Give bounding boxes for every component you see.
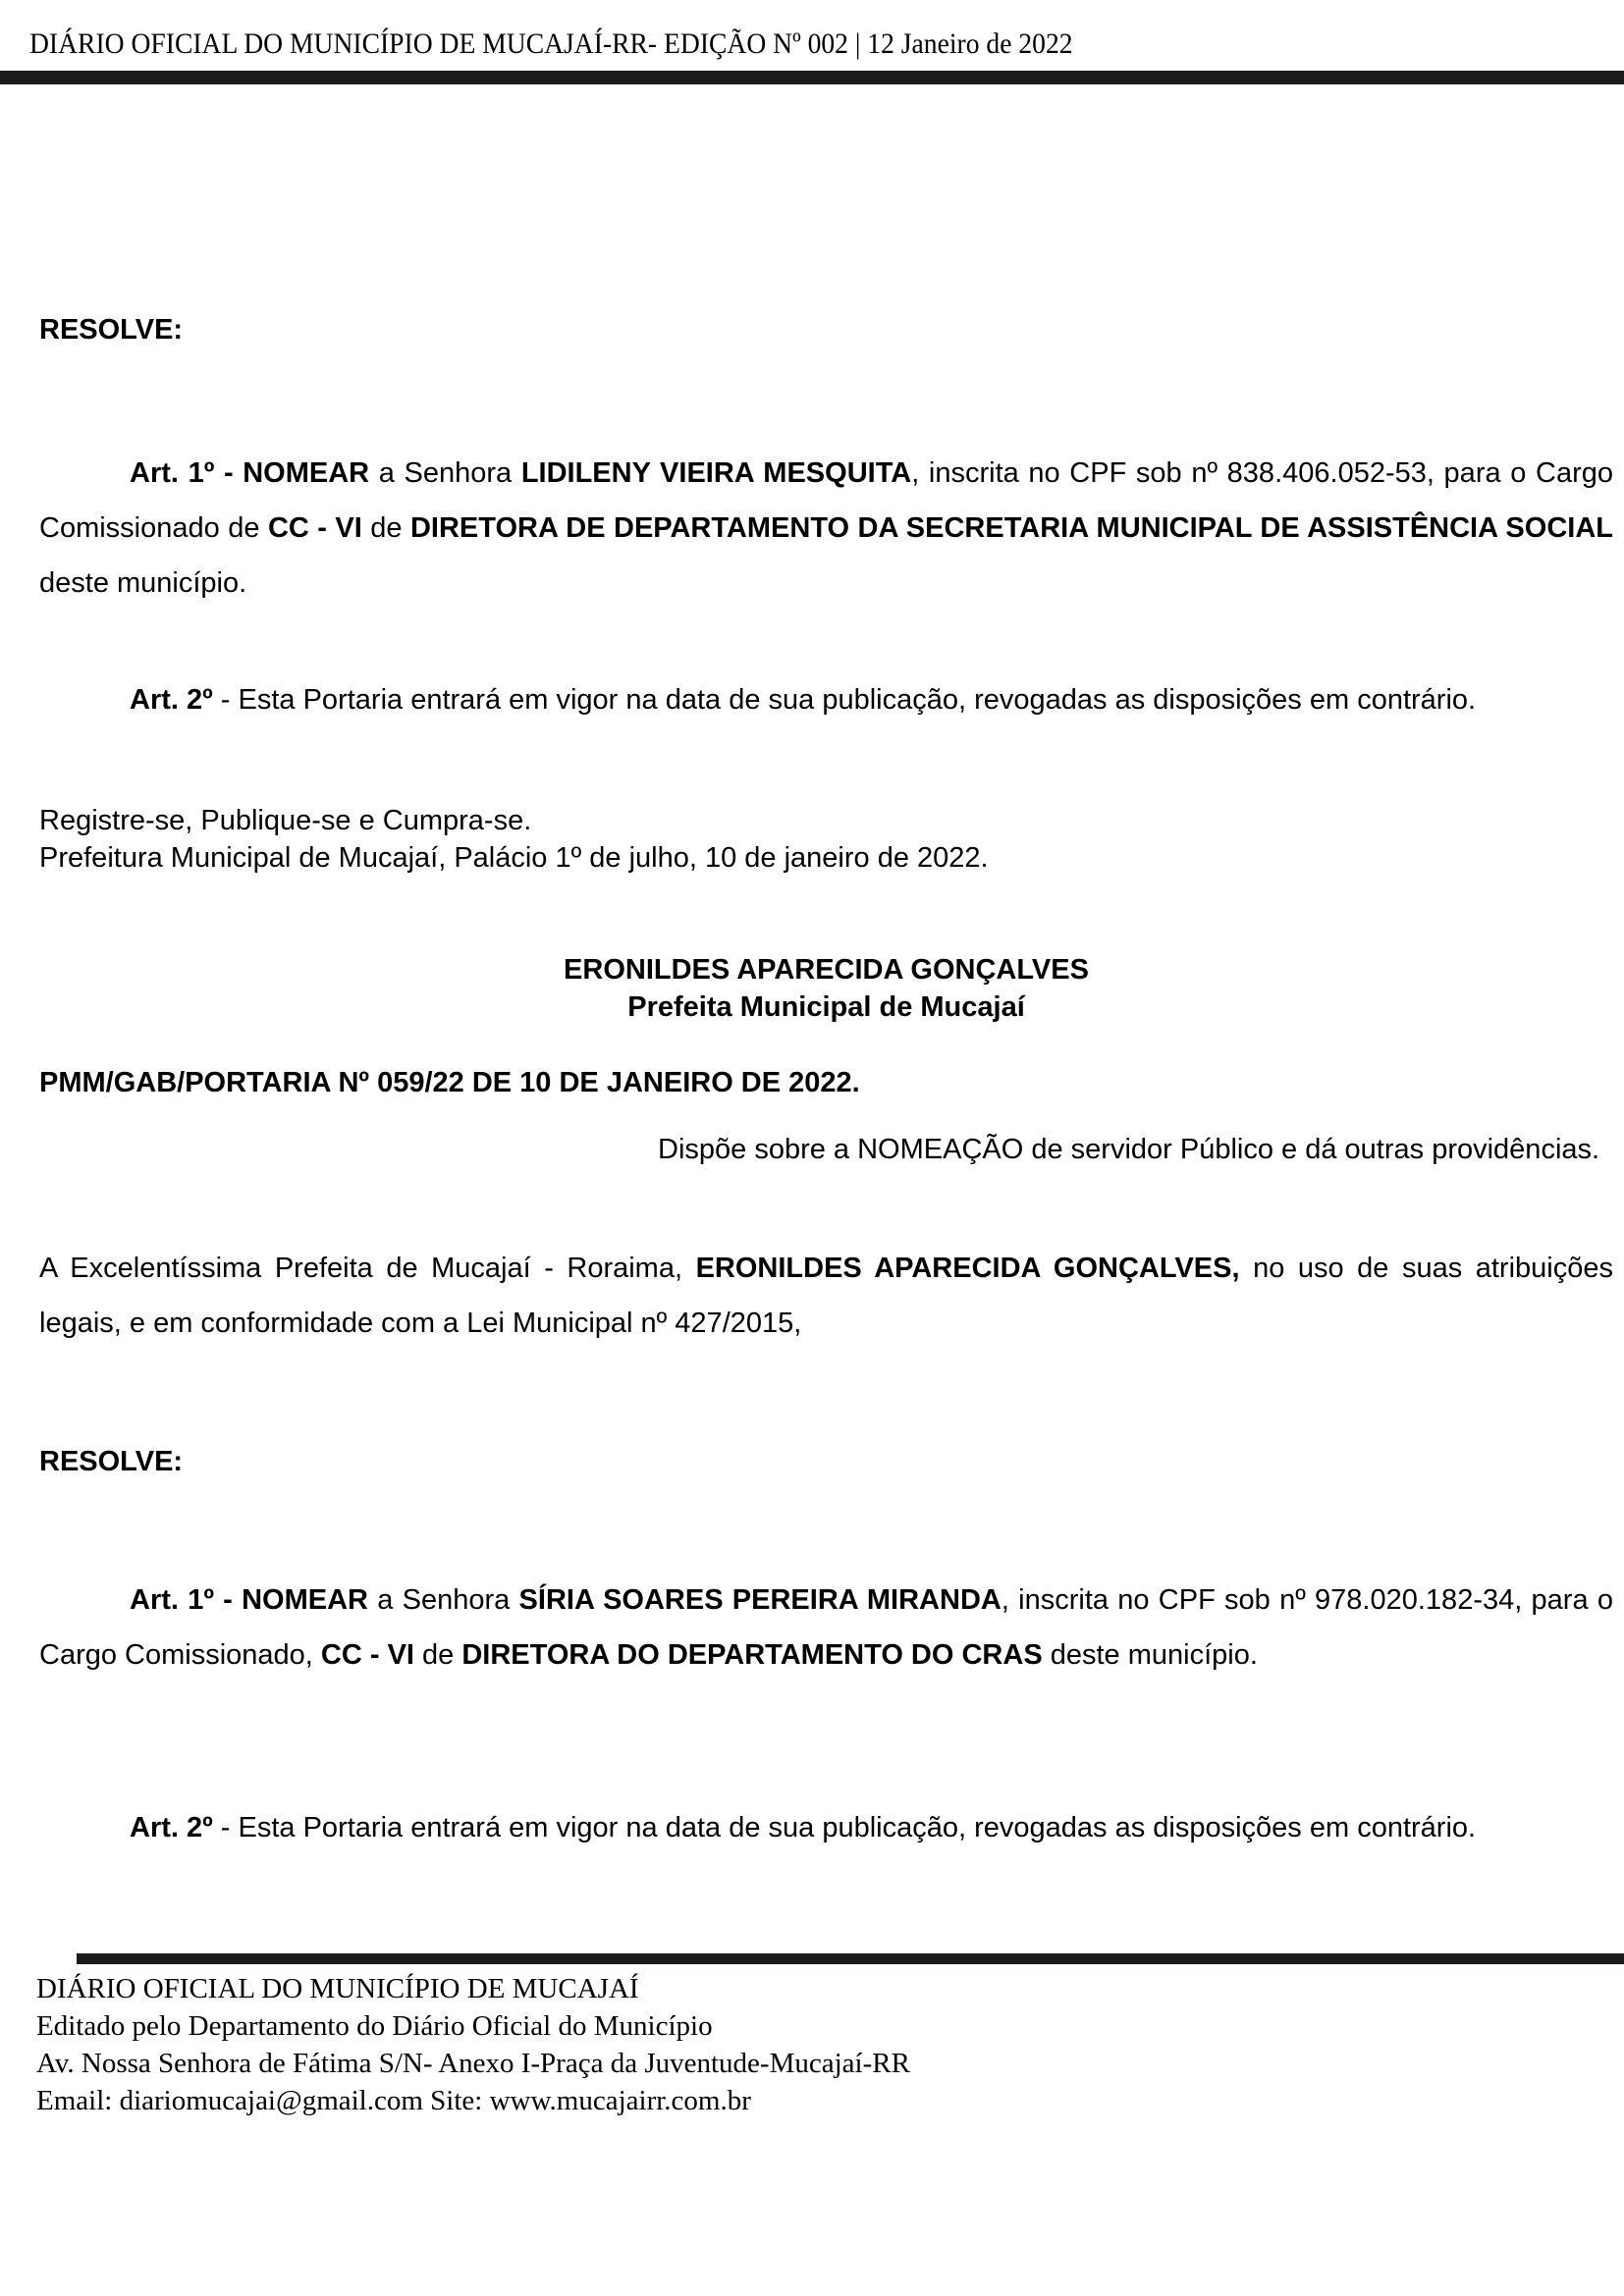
signature-name: ERONILDES APARECIDA GONÇALVES [564, 954, 1089, 986]
signature-role: Prefeita Municipal de Mucajaí [627, 991, 1025, 1023]
footer-rule [77, 1953, 1624, 1964]
footer-gazette-name: DIÁRIO OFICIAL DO MUNICÍPIO DE MUCAJAÍ [36, 1973, 639, 2004]
closing-line-prefeitura: Prefeitura Municipal de Mucajaí, Palácio 1º de julho, 10 de janeiro de 2022. [39, 842, 989, 874]
resolve-heading-1: RESOLVE: [39, 314, 184, 346]
masthead-title: DIÁRIO OFICIAL DO MUNICÍPIO DE MUCAJAÍ-RR- EDIÇÃO Nº 002 | 12 Janeiro de 2022 [29, 27, 1073, 60]
portaria-heading: PMM/GAB/PORTARIA Nº 059/22 DE 10 DE JANEIRO DE 2022. [39, 1067, 860, 1098]
article-2-paragraph-1: Art. 2º - Esta Portaria entrará em vigor na data de sua publicação, revogadas as disposições em contrário. [130, 684, 1477, 716]
masthead-rule [0, 71, 1624, 84]
footer-editor-line: Editado pelo Departamento do Diário Oficial do Município [36, 2010, 713, 2042]
signature-block [39, 951, 1613, 1026]
footer-address-line: Av. Nossa Senhora de Fátima S/N- Anexo I-Praça da Juventude-Mucajaí-RR [36, 2048, 910, 2079]
closing-block [39, 802, 1613, 877]
preamble-paragraph: A Excelentíssima Prefeita de Mucajaí - Roraima, ERONILDES APARECIDA GONÇALVES, no uso de suas atribuições legais, e em conformidade com a Lei Municipal nº 427/2015, [39, 1253, 1613, 1339]
article-2-paragraph-2: Art. 2º - Esta Portaria entrará em vigor na data de sua publicação, revogadas as disposições em contrário. [130, 1812, 1477, 1843]
resolve-heading-2: RESOLVE: [39, 1446, 184, 1477]
article-1-paragraph-2: Art. 1º - NOMEAR a Senhora SÍRIA SOARES PEREIRA MIRANDA, inscrita no CPF sob nº 978.020.182-34, para o Cargo Comissionado, CC - VI de DIRETORA DO DEPARTAMENTO DO CRAS deste município. [39, 1584, 1613, 1671]
article-1-paragraph-1: Art. 1º - NOMEAR a Senhora LIDILENY VIEIRA MESQUITA, inscrita no CPF sob nº 838.406.052-53, para o Cargo Comissionado de CC - VI de DIRETORA DE DEPARTAMENTO DA SECRETARIA MUNICIPAL DE ASSISTÊNCIA SOCIAL deste município. [39, 457, 1613, 599]
footer-block [36, 1970, 1588, 2119]
footer-contact-line: Email: diariomucajai@gmail.com Site: www.mucajairr.com.br [36, 2085, 751, 2116]
ementa-paragraph: Dispõe sobre a NOMEAÇÃO de servidor Público e dá outras providências. [658, 1134, 1600, 1165]
closing-line-registre: Registre-se, Publique-se e Cumpra-se. [39, 805, 532, 836]
